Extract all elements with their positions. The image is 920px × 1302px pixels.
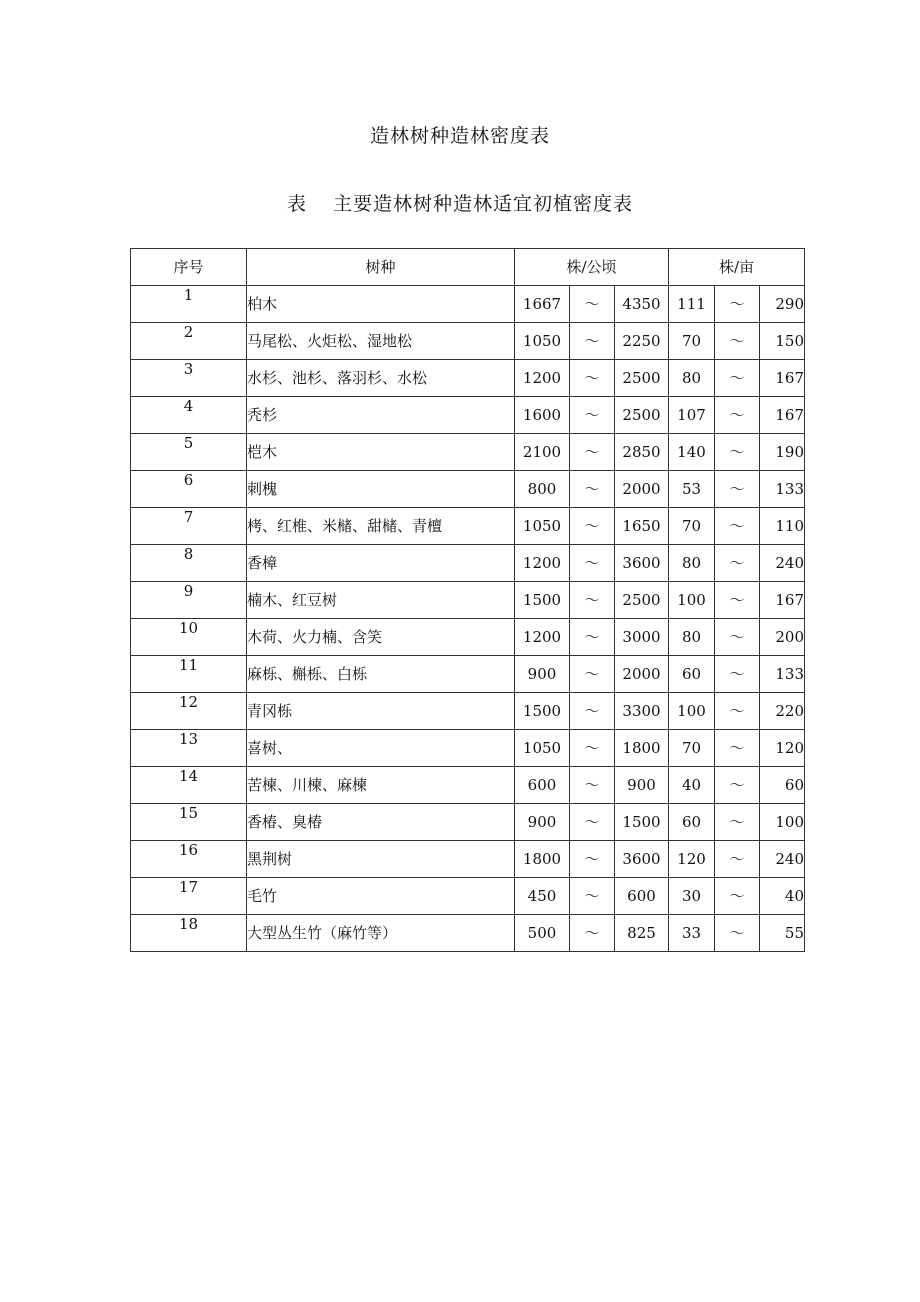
- row-hectare-max: 900: [615, 767, 669, 804]
- row-mu-max: 240: [760, 545, 805, 582]
- row-species: 毛竹: [247, 878, 515, 915]
- row-hectare-range-separator: ～: [570, 397, 615, 434]
- row-hectare-min: 1200: [515, 360, 570, 397]
- table-row: [131, 915, 805, 952]
- row-mu-range-separator: ～: [715, 878, 760, 915]
- row-mu-min: 30: [669, 878, 715, 915]
- row-species: 楠木、红豆树: [247, 582, 515, 619]
- row-hectare-range-separator: ～: [570, 878, 615, 915]
- row-number: 14: [131, 767, 247, 804]
- row-mu-range-separator: ～: [715, 841, 760, 878]
- row-hectare-max: 600: [615, 878, 669, 915]
- row-mu-max: 133: [760, 471, 805, 508]
- row-hectare-min: 800: [515, 471, 570, 508]
- row-hectare-max: 3600: [615, 841, 669, 878]
- row-number: 6: [131, 471, 247, 508]
- row-hectare-range-separator: ～: [570, 508, 615, 545]
- row-number: 11: [131, 656, 247, 693]
- row-mu-min: 111: [669, 286, 715, 323]
- row-hectare-max: 825: [615, 915, 669, 952]
- row-number: 16: [131, 841, 247, 878]
- row-hectare-max: 3000: [615, 619, 669, 656]
- table-body: [131, 286, 805, 952]
- row-hectare-min: 600: [515, 767, 570, 804]
- row-hectare-range-separator: ～: [570, 360, 615, 397]
- table-row: [131, 619, 805, 656]
- row-mu-max: 120: [760, 730, 805, 767]
- row-mu-min: 53: [669, 471, 715, 508]
- row-number: 4: [131, 397, 247, 434]
- row-hectare-range-separator: ～: [570, 841, 615, 878]
- row-mu-range-separator: ～: [715, 286, 760, 323]
- row-hectare-range-separator: ～: [570, 656, 615, 693]
- row-mu-range-separator: ～: [715, 360, 760, 397]
- table-row: [131, 767, 805, 804]
- row-hectare-range-separator: ～: [570, 286, 615, 323]
- table-row: [131, 841, 805, 878]
- row-mu-max: 190: [760, 434, 805, 471]
- row-hectare-range-separator: ～: [570, 767, 615, 804]
- table-row: [131, 656, 805, 693]
- row-hectare-range-separator: ～: [570, 915, 615, 952]
- row-number: 2: [131, 323, 247, 360]
- row-hectare-max: 1650: [615, 508, 669, 545]
- row-number: 5: [131, 434, 247, 471]
- row-hectare-max: 4350: [615, 286, 669, 323]
- row-species: 香樟: [247, 545, 515, 582]
- row-hectare-min: 2100: [515, 434, 570, 471]
- row-hectare-range-separator: ～: [570, 471, 615, 508]
- row-mu-max: 167: [760, 582, 805, 619]
- row-hectare-range-separator: ～: [570, 730, 615, 767]
- table-caption: [0, 192, 920, 216]
- row-hectare-max: 3600: [615, 545, 669, 582]
- row-mu-max: 240: [760, 841, 805, 878]
- table-row: [131, 804, 805, 841]
- row-hectare-min: 1050: [515, 508, 570, 545]
- row-hectare-min: 1800: [515, 841, 570, 878]
- row-hectare-min: 1667: [515, 286, 570, 323]
- planting-density-table: [130, 248, 805, 952]
- row-hectare-min: 900: [515, 804, 570, 841]
- row-mu-max: 133: [760, 656, 805, 693]
- row-species: 香椿、臭椿: [247, 804, 515, 841]
- row-species: 青冈栎: [247, 693, 515, 730]
- row-mu-range-separator: ～: [715, 804, 760, 841]
- row-hectare-min: 450: [515, 878, 570, 915]
- row-species: 麻栎、槲栎、白栎: [247, 656, 515, 693]
- header-per-hectare: 株/公顷: [515, 249, 669, 286]
- row-species: 喜树、: [247, 730, 515, 767]
- table-row: [131, 471, 805, 508]
- row-hectare-min: 1500: [515, 693, 570, 730]
- row-hectare-max: 2000: [615, 471, 669, 508]
- row-hectare-max: 2500: [615, 397, 669, 434]
- row-number: 8: [131, 545, 247, 582]
- row-mu-max: 110: [760, 508, 805, 545]
- row-hectare-max: 3300: [615, 693, 669, 730]
- row-mu-max: 167: [760, 360, 805, 397]
- row-mu-min: 100: [669, 582, 715, 619]
- header-species: 树种: [247, 249, 515, 286]
- document-title: 造林树种造林密度表: [369, 125, 550, 147]
- row-mu-min: 100: [669, 693, 715, 730]
- table-row: [131, 286, 805, 323]
- row-hectare-range-separator: ～: [570, 804, 615, 841]
- header-per-mu: 株/亩: [669, 249, 805, 286]
- row-hectare-min: 1050: [515, 730, 570, 767]
- row-mu-min: 40: [669, 767, 715, 804]
- row-mu-min: 60: [669, 656, 715, 693]
- row-mu-min: 70: [669, 508, 715, 545]
- row-hectare-max: 1800: [615, 730, 669, 767]
- row-mu-range-separator: ～: [715, 434, 760, 471]
- row-mu-range-separator: ～: [715, 915, 760, 952]
- table-row: [131, 582, 805, 619]
- row-mu-range-separator: ～: [715, 471, 760, 508]
- row-mu-range-separator: ～: [715, 767, 760, 804]
- row-number: 17: [131, 878, 247, 915]
- row-species: 秃杉: [247, 397, 515, 434]
- row-hectare-range-separator: ～: [570, 619, 615, 656]
- row-mu-min: 80: [669, 545, 715, 582]
- row-number: 18: [131, 915, 247, 952]
- table-row: [131, 693, 805, 730]
- table-row: [131, 878, 805, 915]
- row-species: 马尾松、火炬松、湿地松: [247, 323, 515, 360]
- row-mu-range-separator: ～: [715, 619, 760, 656]
- row-hectare-max: 2500: [615, 582, 669, 619]
- row-number: 10: [131, 619, 247, 656]
- row-mu-max: 290: [760, 286, 805, 323]
- row-hectare-max: 2250: [615, 323, 669, 360]
- row-mu-max: 55: [760, 915, 805, 952]
- row-hectare-range-separator: ～: [570, 582, 615, 619]
- row-mu-range-separator: ～: [715, 693, 760, 730]
- row-mu-max: 200: [760, 619, 805, 656]
- row-hectare-max: 2850: [615, 434, 669, 471]
- row-mu-min: 70: [669, 730, 715, 767]
- row-mu-min: 80: [669, 619, 715, 656]
- row-mu-max: 167: [760, 397, 805, 434]
- row-hectare-range-separator: ～: [570, 323, 615, 360]
- row-mu-range-separator: ～: [715, 730, 760, 767]
- table-header-row: [131, 249, 805, 286]
- table-row: [131, 434, 805, 471]
- row-mu-min: 140: [669, 434, 715, 471]
- table-caption-text: 主要造林树种造林适宜初植密度表: [333, 193, 634, 215]
- row-mu-range-separator: ～: [715, 582, 760, 619]
- row-mu-range-separator: ～: [715, 397, 760, 434]
- row-species: 刺槐: [247, 471, 515, 508]
- row-species: 桤木: [247, 434, 515, 471]
- row-species: 栲、红椎、米槠、甜槠、青檀: [247, 508, 515, 545]
- table-row: [131, 508, 805, 545]
- row-species: 水杉、池杉、落羽杉、水松: [247, 360, 515, 397]
- table-row: [131, 545, 805, 582]
- row-mu-min: 70: [669, 323, 715, 360]
- row-species: 黑荆树: [247, 841, 515, 878]
- row-hectare-max: 2000: [615, 656, 669, 693]
- row-hectare-range-separator: ～: [570, 434, 615, 471]
- row-mu-min: 33: [669, 915, 715, 952]
- row-mu-max: 150: [760, 323, 805, 360]
- row-number: 13: [131, 730, 247, 767]
- row-hectare-min: 500: [515, 915, 570, 952]
- row-mu-range-separator: ～: [715, 508, 760, 545]
- row-hectare-min: 1200: [515, 619, 570, 656]
- row-mu-min: 107: [669, 397, 715, 434]
- row-mu-range-separator: ～: [715, 323, 760, 360]
- row-number: 1: [131, 286, 247, 323]
- row-mu-max: 100: [760, 804, 805, 841]
- row-hectare-range-separator: ～: [570, 545, 615, 582]
- row-number: 3: [131, 360, 247, 397]
- row-hectare-min: 1200: [515, 545, 570, 582]
- row-hectare-max: 2500: [615, 360, 669, 397]
- table-row: [131, 730, 805, 767]
- row-hectare-min: 1600: [515, 397, 570, 434]
- row-number: 15: [131, 804, 247, 841]
- table-caption-prefix: 表: [286, 193, 307, 215]
- row-hectare-min: 900: [515, 656, 570, 693]
- table-row: [131, 323, 805, 360]
- table-row: [131, 397, 805, 434]
- row-hectare-range-separator: ～: [570, 693, 615, 730]
- row-hectare-min: 1050: [515, 323, 570, 360]
- row-mu-max: 220: [760, 693, 805, 730]
- row-mu-max: 40: [760, 878, 805, 915]
- row-species: 木荷、火力楠、含笑: [247, 619, 515, 656]
- header-no: 序号: [131, 249, 247, 286]
- table-row: [131, 360, 805, 397]
- row-number: 7: [131, 508, 247, 545]
- row-number: 9: [131, 582, 247, 619]
- row-hectare-min: 1500: [515, 582, 570, 619]
- row-species: 大型丛生竹（麻竹等）: [247, 915, 515, 952]
- row-mu-min: 120: [669, 841, 715, 878]
- row-species: 柏木: [247, 286, 515, 323]
- row-mu-min: 60: [669, 804, 715, 841]
- row-hectare-max: 1500: [615, 804, 669, 841]
- row-mu-range-separator: ～: [715, 656, 760, 693]
- row-mu-range-separator: ～: [715, 545, 760, 582]
- row-mu-min: 80: [669, 360, 715, 397]
- row-mu-max: 60: [760, 767, 805, 804]
- row-number: 12: [131, 693, 247, 730]
- row-species: 苦楝、川楝、麻楝: [247, 767, 515, 804]
